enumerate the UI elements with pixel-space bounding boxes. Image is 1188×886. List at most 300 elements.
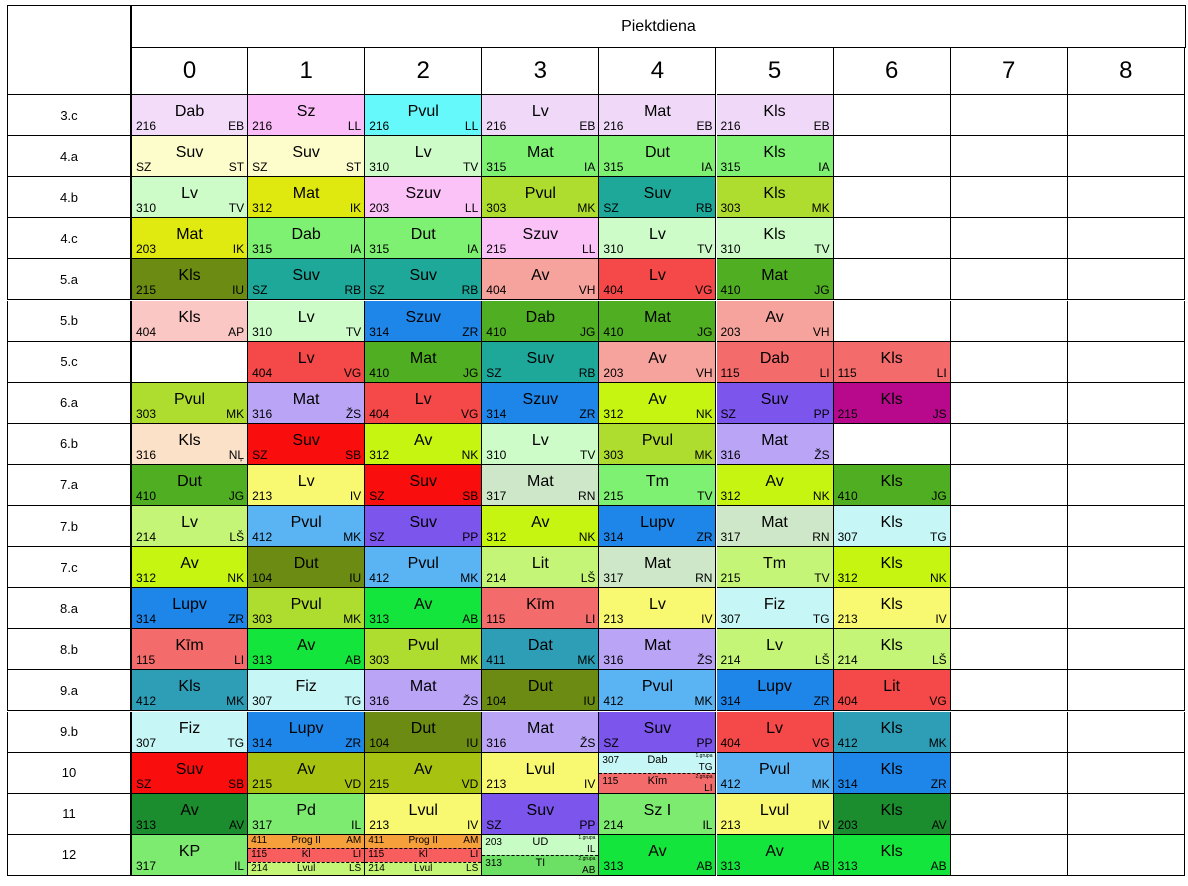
lesson-room: 314 xyxy=(720,694,741,709)
lesson-cell[interactable] xyxy=(248,136,365,177)
lesson-cell[interactable] xyxy=(834,794,951,835)
lesson-cell[interactable] xyxy=(717,670,834,711)
lesson-cell[interactable] xyxy=(834,383,951,424)
lesson-cell[interactable] xyxy=(599,629,716,670)
lesson-cell[interactable] xyxy=(248,712,365,753)
lesson-teacher: IU xyxy=(232,283,245,298)
lesson-room: 215 xyxy=(720,571,741,586)
lesson-cell[interactable] xyxy=(365,301,482,342)
lesson-cell[interactable] xyxy=(599,301,716,342)
lesson-room: 203 xyxy=(837,817,858,832)
lesson-teacher: MK xyxy=(226,694,245,709)
lesson-subject: Dut xyxy=(293,555,319,573)
lesson-cell[interactable] xyxy=(131,465,248,506)
lesson-subject: Av xyxy=(648,349,667,367)
lesson-cell[interactable] xyxy=(482,465,599,506)
lesson-subject: Suv xyxy=(292,267,320,285)
lesson-cell[interactable] xyxy=(599,465,716,506)
lesson-room: 215 xyxy=(486,242,507,257)
lesson-cell[interactable] xyxy=(131,301,248,342)
lesson-room: 312 xyxy=(837,571,858,586)
lesson-subject: Pvul xyxy=(407,555,439,573)
lesson-cell[interactable] xyxy=(717,259,834,300)
lesson-room: 315 xyxy=(252,242,273,257)
lesson-cell[interactable] xyxy=(248,753,365,794)
lesson-cell[interactable] xyxy=(482,301,599,342)
lesson-cell[interactable] xyxy=(248,506,365,547)
lesson-room: SZ xyxy=(136,160,152,175)
lesson-subject: Kīm xyxy=(647,775,668,788)
lesson-cell[interactable] xyxy=(365,424,482,465)
lesson-subject: Lv xyxy=(297,349,315,367)
class-label: 4.b xyxy=(7,177,131,218)
lesson-cell[interactable] xyxy=(834,506,951,547)
lesson-cell[interactable] xyxy=(717,835,834,876)
lesson-cell[interactable] xyxy=(365,136,482,177)
lesson-subject: Lv xyxy=(648,596,666,614)
lesson-subject: Sz xyxy=(296,103,316,120)
lesson-subject: Suv xyxy=(292,431,320,449)
lesson-subject: Suv xyxy=(175,760,204,778)
lesson-cell[interactable] xyxy=(482,547,599,588)
lesson-cell[interactable] xyxy=(834,588,951,629)
lesson-cell[interactable] xyxy=(717,177,834,218)
lesson-room: 310 xyxy=(720,242,741,257)
lesson-cell[interactable] xyxy=(131,712,248,753)
class-label: 10 xyxy=(7,753,131,794)
lesson-teacher: LL xyxy=(582,242,596,257)
lesson-cell[interactable] xyxy=(365,95,482,136)
lesson-cell[interactable] xyxy=(717,95,834,136)
lesson-cell[interactable] xyxy=(248,835,365,876)
lesson-cell[interactable] xyxy=(599,753,716,794)
lesson-cell[interactable] xyxy=(599,588,716,629)
lesson-teacher: MK xyxy=(928,735,947,750)
lesson-teacher: RB xyxy=(695,201,713,216)
lesson-room: 203 xyxy=(369,201,390,216)
lesson-room: 216 xyxy=(603,119,624,134)
lesson-cell[interactable] xyxy=(717,506,834,547)
lesson-cell[interactable] xyxy=(248,547,365,588)
lesson-cell xyxy=(1068,794,1185,835)
lesson-subject: Av xyxy=(648,842,667,860)
lesson-subject: Kls xyxy=(880,596,903,614)
lesson-cell[interactable] xyxy=(482,835,599,876)
lesson-subject: Av xyxy=(180,555,199,573)
lesson-room: 317 xyxy=(136,858,157,873)
lesson-teacher: MK xyxy=(811,776,830,791)
lesson-cell xyxy=(834,259,951,300)
lesson-cell[interactable] xyxy=(248,95,365,136)
lesson-cell[interactable] xyxy=(717,712,834,753)
lesson-teacher: SB xyxy=(345,447,362,462)
lesson-teacher: LI xyxy=(936,365,947,380)
lesson-cell[interactable] xyxy=(599,383,716,424)
lesson-cell[interactable] xyxy=(131,218,248,259)
lesson-room: 412 xyxy=(136,694,157,709)
lesson-cell[interactable] xyxy=(717,753,834,794)
lesson-subject: Mat xyxy=(292,390,320,408)
lesson-cell[interactable] xyxy=(599,424,716,465)
lesson-room: 314 xyxy=(369,324,390,339)
lesson-cell[interactable] xyxy=(131,547,248,588)
lesson-room: 310 xyxy=(486,447,507,462)
lesson-subject: Kls xyxy=(880,472,903,490)
lesson-teacher: LŠ xyxy=(580,571,596,586)
lesson-cell[interactable] xyxy=(482,629,599,670)
lesson-teacher: AB xyxy=(696,858,713,873)
lesson-room: 213 xyxy=(720,817,741,832)
lesson-cell[interactable] xyxy=(365,547,482,588)
lesson-cell xyxy=(951,588,1068,629)
lesson-subject: Mat xyxy=(644,637,671,655)
lesson-room: 412 xyxy=(720,776,741,791)
lesson-teacher: ZR xyxy=(579,406,596,421)
lesson-cell[interactable] xyxy=(717,383,834,424)
lesson-room: 214 xyxy=(486,571,507,586)
lesson-cell[interactable] xyxy=(482,506,599,547)
lesson-cell[interactable] xyxy=(365,712,482,753)
lesson-cell[interactable] xyxy=(365,465,482,506)
lesson-teacher: AM xyxy=(346,834,362,846)
lesson-teacher: VD xyxy=(461,776,479,791)
class-label: 6.a xyxy=(7,383,131,424)
lesson-cell[interactable] xyxy=(482,670,599,711)
lesson-subject: Pvul xyxy=(290,596,322,614)
lesson-subject: Lupv xyxy=(640,514,675,531)
lesson-subject: Dut xyxy=(410,226,436,244)
lesson-cell[interactable] xyxy=(365,177,482,218)
lesson-cell xyxy=(834,95,951,136)
lesson-cell[interactable] xyxy=(482,588,599,629)
lesson-room: 316 xyxy=(136,447,157,462)
lesson-cell[interactable] xyxy=(717,342,834,383)
lesson-cell[interactable] xyxy=(248,383,365,424)
lesson-cell[interactable] xyxy=(248,670,365,711)
lesson-room: 312 xyxy=(603,406,624,421)
lesson-room: 216 xyxy=(252,119,273,134)
lesson-cell xyxy=(951,547,1068,588)
lesson-cell[interactable] xyxy=(131,177,248,218)
lesson-cell[interactable] xyxy=(717,547,834,588)
lesson-teacher: JG xyxy=(697,324,713,339)
lesson-subject: Pvul xyxy=(173,390,206,408)
class-label: 9.b xyxy=(7,712,131,753)
lesson-cell[interactable] xyxy=(717,588,834,629)
lesson-cell[interactable] xyxy=(834,465,951,506)
lesson-subject: Prog II xyxy=(408,834,438,846)
lesson-teacher: IV xyxy=(349,488,362,503)
lesson-cell[interactable] xyxy=(365,506,482,547)
lesson-room: 115 xyxy=(720,365,740,380)
lesson-room: 404 xyxy=(603,283,624,298)
lesson-room: 404 xyxy=(720,735,741,750)
lesson-room: SZ xyxy=(486,817,502,832)
lesson-cell xyxy=(1068,835,1185,876)
lesson-cell[interactable] xyxy=(482,136,599,177)
lesson-room: 216 xyxy=(720,119,741,134)
lesson-subject: Kls xyxy=(880,390,903,408)
lesson-subject: Suv xyxy=(292,144,320,162)
lesson-teacher: ZR xyxy=(696,530,713,545)
lesson-cell[interactable] xyxy=(599,547,716,588)
lesson-subject: Fiz xyxy=(178,719,201,737)
lesson-teacher: MK xyxy=(811,201,830,216)
lesson-cell[interactable] xyxy=(365,670,482,711)
lesson-cell[interactable] xyxy=(599,95,716,136)
lesson-cell[interactable] xyxy=(482,259,599,300)
lesson-room: 307 xyxy=(837,530,858,545)
lesson-subject: Lv xyxy=(297,472,315,490)
lesson-room: SZ xyxy=(603,201,619,216)
lesson-teacher: IL xyxy=(234,858,245,873)
lesson-subject: Lv xyxy=(414,390,432,408)
lesson-cell[interactable] xyxy=(482,218,599,259)
lesson-cell[interactable] xyxy=(834,342,951,383)
lesson-subject: Pvul xyxy=(407,103,439,120)
lesson-teacher: LŠ xyxy=(466,863,479,875)
lesson-teacher: ŽS xyxy=(697,653,713,668)
lesson-cell[interactable] xyxy=(482,753,599,794)
lesson-teacher: AB xyxy=(582,865,596,876)
lesson-cell xyxy=(1068,670,1185,711)
lesson-subject: Pvul xyxy=(758,760,791,778)
lesson-teacher: TV xyxy=(580,447,596,462)
lesson-cell[interactable] xyxy=(365,383,482,424)
lesson-cell xyxy=(1068,136,1185,177)
lesson-cell[interactable] xyxy=(131,835,248,876)
lesson-teacher: IV xyxy=(584,776,596,791)
lesson-cell[interactable] xyxy=(717,629,834,670)
lesson-cell[interactable] xyxy=(834,629,951,670)
lesson-room: SZ xyxy=(603,735,619,750)
lesson-room: 312 xyxy=(486,530,507,545)
lesson-cell[interactable] xyxy=(365,259,482,300)
lesson-teacher: MK xyxy=(694,447,713,462)
lesson-cell xyxy=(131,342,248,383)
lesson-cell[interactable] xyxy=(717,218,834,259)
period-header-2: 2 xyxy=(365,47,482,95)
lesson-cell[interactable] xyxy=(131,753,248,794)
lesson-cell[interactable] xyxy=(248,218,365,259)
lesson-cell[interactable] xyxy=(834,670,951,711)
lesson-cell[interactable] xyxy=(131,259,248,300)
lesson-cell xyxy=(1068,95,1185,136)
lesson-cell[interactable] xyxy=(248,465,365,506)
lesson-cell[interactable] xyxy=(365,342,482,383)
lesson-room: 303 xyxy=(369,653,390,668)
lesson-teacher: MK xyxy=(460,653,479,668)
lesson-room: 411 xyxy=(486,653,506,668)
lesson-subject: Suv xyxy=(526,349,555,367)
lesson-room: 312 xyxy=(252,201,273,216)
lesson-cell[interactable] xyxy=(834,753,951,794)
lesson-teacher: AB xyxy=(462,612,479,627)
lesson-room: 315 xyxy=(486,160,507,175)
lesson-cell[interactable] xyxy=(131,95,248,136)
lesson-subject: Lupv xyxy=(288,719,324,737)
lesson-room: 410 xyxy=(136,488,157,503)
corner-cell xyxy=(7,5,131,95)
lesson-subject: Av xyxy=(765,842,784,860)
lesson-cell[interactable] xyxy=(599,136,716,177)
lesson-cell[interactable] xyxy=(248,424,365,465)
lesson-cell[interactable] xyxy=(482,95,599,136)
lesson-subject: Lv xyxy=(766,637,783,655)
lesson-subject: Av xyxy=(648,390,667,408)
lesson-subject: Lv xyxy=(531,431,549,449)
lesson-room: 307 xyxy=(720,612,741,627)
lesson-cell[interactable] xyxy=(717,136,834,177)
lesson-cell[interactable] xyxy=(599,506,716,547)
lesson-cell[interactable] xyxy=(365,629,482,670)
lesson-room: 307 xyxy=(252,694,273,709)
lesson-subject: Szuv xyxy=(405,185,442,203)
lesson-room: 213 xyxy=(369,817,390,832)
lesson-teacher: ZR xyxy=(228,612,245,627)
lesson-cell[interactable] xyxy=(599,259,716,300)
lesson-subject: Kls xyxy=(763,103,786,120)
lesson-teacher: AM xyxy=(463,834,479,846)
lesson-cell[interactable] xyxy=(599,177,716,218)
lesson-room: 412 xyxy=(837,735,858,750)
lesson-cell[interactable] xyxy=(365,218,482,259)
lesson-cell[interactable] xyxy=(131,588,248,629)
lesson-cell[interactable] xyxy=(131,506,248,547)
lesson-cell[interactable] xyxy=(599,342,716,383)
lesson-teacher: ZR xyxy=(345,735,362,750)
lesson-cell[interactable] xyxy=(248,342,365,383)
lesson-cell[interactable] xyxy=(131,424,248,465)
lesson-subject: Suv xyxy=(409,267,438,285)
lesson-cell xyxy=(951,177,1068,218)
lesson-cell xyxy=(1068,383,1185,424)
lesson-cell xyxy=(951,259,1068,300)
lesson-cell[interactable] xyxy=(482,794,599,835)
class-label: 6.b xyxy=(7,424,131,465)
lesson-teacher: NK xyxy=(578,530,596,545)
group-lesson xyxy=(599,773,715,794)
lesson-cell[interactable] xyxy=(599,712,716,753)
lesson-room: 314 xyxy=(486,406,507,421)
lesson-room: 310 xyxy=(603,242,624,257)
lesson-room: 315 xyxy=(720,160,741,175)
lesson-cell[interactable] xyxy=(717,424,834,465)
lesson-cell[interactable] xyxy=(365,794,482,835)
lesson-teacher: RN xyxy=(695,571,713,586)
lesson-subject: Mat xyxy=(644,555,671,573)
lesson-cell[interactable] xyxy=(248,259,365,300)
lesson-subject: Fiz xyxy=(295,678,317,696)
lesson-cell[interactable] xyxy=(248,177,365,218)
lesson-teacher: EB xyxy=(228,119,245,134)
lesson-cell[interactable] xyxy=(717,301,834,342)
lesson-teacher: LŠ xyxy=(229,530,245,545)
lesson-teacher: IK xyxy=(232,242,245,257)
lesson-room: 312 xyxy=(369,447,390,462)
lesson-subject: Tm xyxy=(645,472,669,490)
lesson-cell[interactable] xyxy=(599,670,716,711)
lesson-room: 410 xyxy=(837,488,858,503)
lesson-cell[interactable] xyxy=(482,712,599,753)
lesson-subject: Suv xyxy=(643,719,672,737)
lesson-room: 216 xyxy=(369,119,390,134)
lesson-cell[interactable] xyxy=(365,753,482,794)
lesson-cell[interactable] xyxy=(248,794,365,835)
lesson-room: 303 xyxy=(720,201,741,216)
lesson-room: 216 xyxy=(486,119,507,134)
group-lesson xyxy=(248,862,364,876)
lesson-cell[interactable] xyxy=(717,465,834,506)
lesson-cell[interactable] xyxy=(248,629,365,670)
lesson-teacher: MK xyxy=(460,571,479,586)
period-header-4: 4 xyxy=(599,47,716,95)
lesson-room: 317 xyxy=(486,488,507,503)
lesson-cell[interactable] xyxy=(482,424,599,465)
lesson-room: SZ xyxy=(486,365,502,380)
lesson-subject: Lvul xyxy=(525,760,556,778)
lesson-teacher: EB xyxy=(579,119,596,134)
lesson-cell[interactable] xyxy=(365,588,482,629)
lesson-room: 314 xyxy=(603,530,624,545)
lesson-subject: Dab xyxy=(525,308,556,326)
lesson-teacher: ŽS xyxy=(462,694,479,709)
lesson-cell[interactable] xyxy=(834,835,951,876)
lesson-teacher: MK xyxy=(694,694,713,709)
lesson-cell[interactable] xyxy=(131,794,248,835)
lesson-subject: Lupv xyxy=(757,678,792,696)
lesson-cell[interactable] xyxy=(599,835,716,876)
lesson-room: 115 xyxy=(251,849,268,861)
lesson-cell xyxy=(1068,259,1185,300)
lesson-cell[interactable] xyxy=(248,301,365,342)
lesson-cell[interactable] xyxy=(131,670,248,711)
lesson-cell[interactable] xyxy=(834,547,951,588)
lesson-subject: Av xyxy=(414,760,433,778)
lesson-teacher: IV xyxy=(935,612,947,627)
lesson-teacher: LI xyxy=(819,365,830,380)
lesson-teacher: AV xyxy=(228,817,245,832)
lesson-subject: Kls xyxy=(880,760,903,778)
lesson-cell[interactable] xyxy=(482,177,599,218)
lesson-room: 310 xyxy=(136,201,157,216)
lesson-cell xyxy=(1068,342,1185,383)
lesson-cell[interactable] xyxy=(482,342,599,383)
lesson-room: 312 xyxy=(720,488,741,503)
lesson-subject: Suv xyxy=(526,801,555,819)
lesson-cell[interactable] xyxy=(599,218,716,259)
lesson-teacher: TV xyxy=(697,242,713,257)
lesson-cell xyxy=(834,301,951,342)
lesson-cell[interactable] xyxy=(482,383,599,424)
group-lesson xyxy=(599,753,715,774)
lesson-teacher: LL xyxy=(464,201,479,216)
lesson-cell[interactable] xyxy=(599,794,716,835)
lesson-subject: Kls xyxy=(880,555,903,573)
lesson-room: 412 xyxy=(252,530,273,545)
lesson-room: 214 xyxy=(837,653,858,668)
lesson-cell[interactable] xyxy=(131,383,248,424)
lesson-cell xyxy=(951,218,1068,259)
lesson-cell xyxy=(1068,629,1185,670)
period-header-7: 7 xyxy=(951,47,1068,95)
lesson-cell[interactable] xyxy=(131,629,248,670)
lesson-cell[interactable] xyxy=(365,835,482,876)
lesson-cell[interactable] xyxy=(717,794,834,835)
lesson-cell[interactable] xyxy=(131,136,248,177)
lesson-cell[interactable] xyxy=(834,712,951,753)
lesson-cell[interactable] xyxy=(248,588,365,629)
